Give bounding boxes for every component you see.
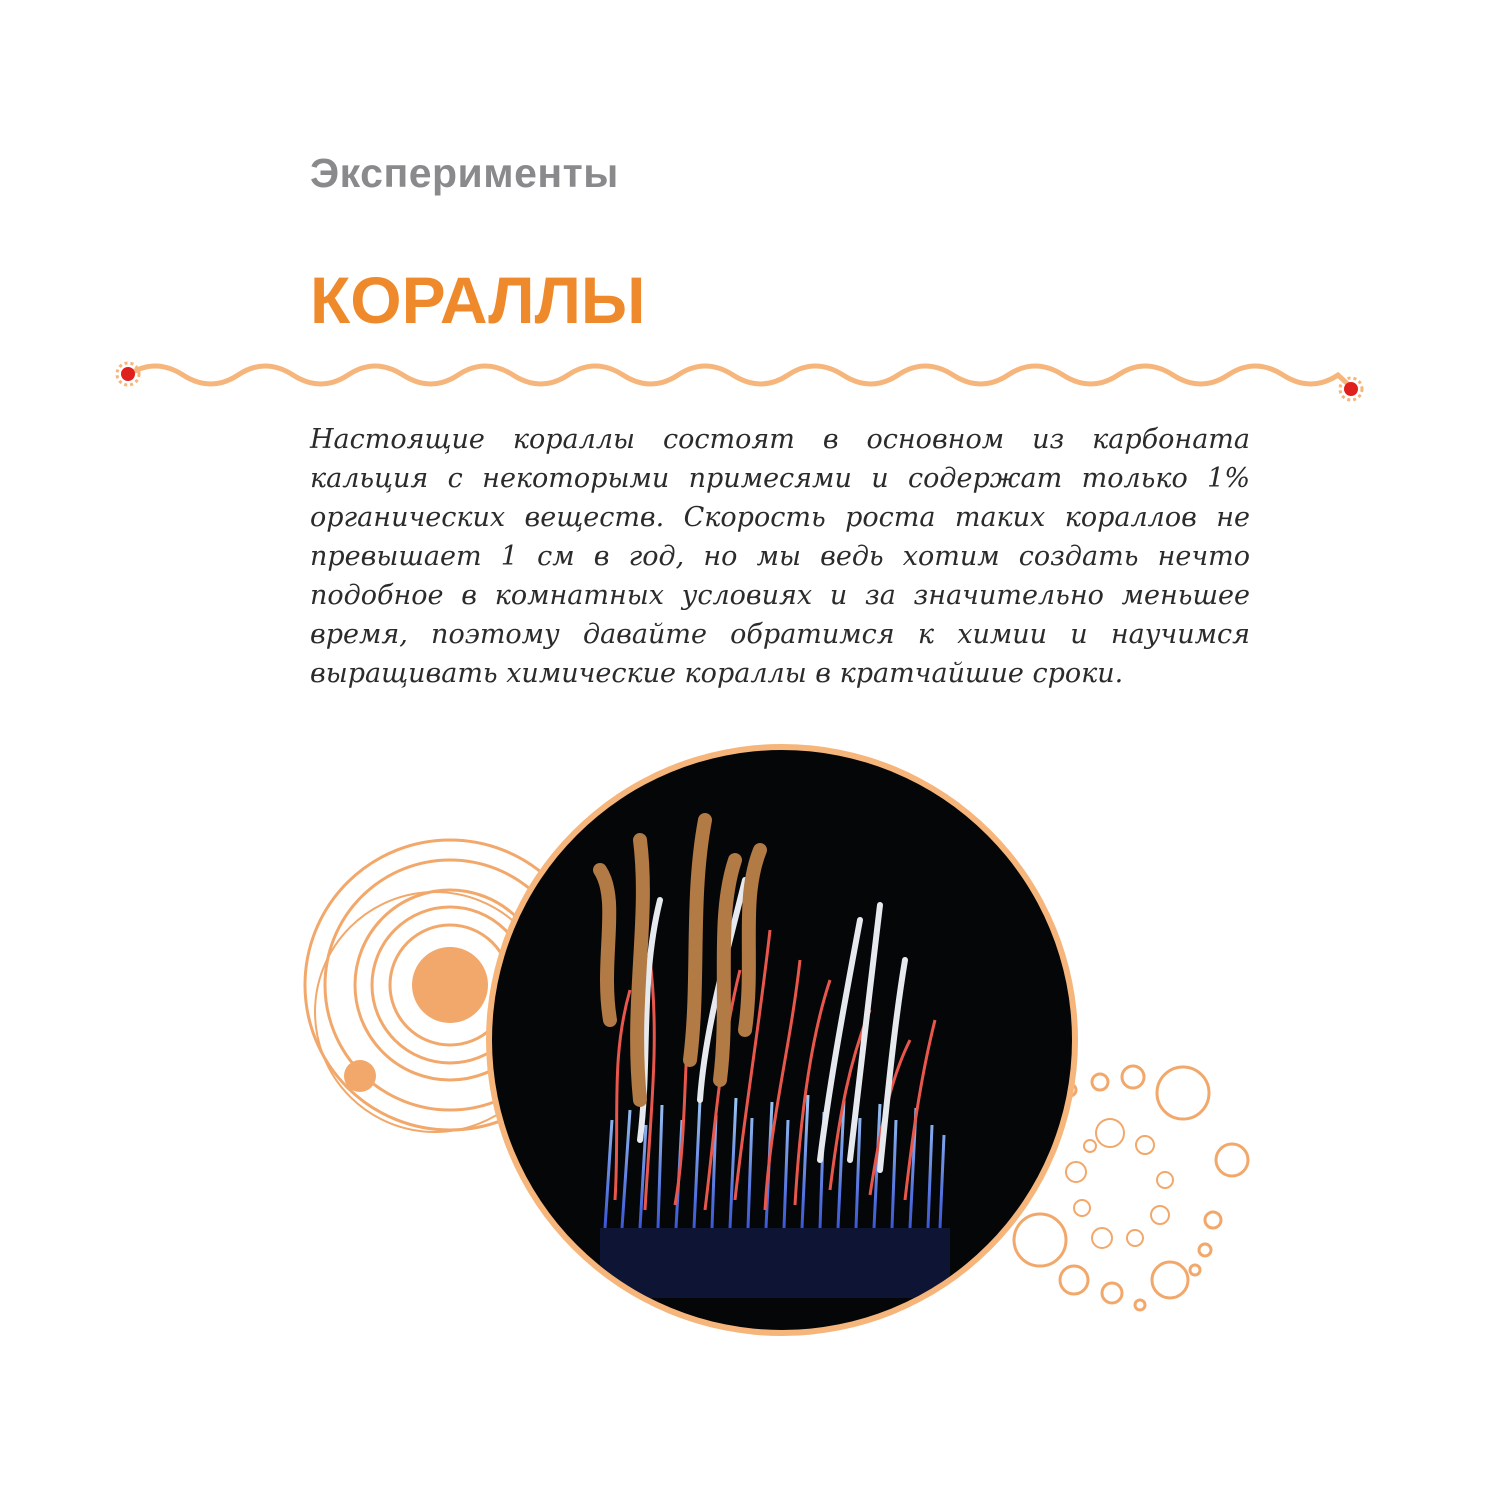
coral-reflection: [600, 1228, 950, 1298]
section-label: Эксперименты: [310, 150, 619, 196]
coral-photo: [486, 744, 1078, 1336]
orbit-center-dot: [412, 947, 488, 1023]
orbit-small-dot: [344, 1060, 376, 1092]
page-title: КОРАЛЛЫ: [310, 263, 646, 337]
intro-paragraph: Настоящие кораллы состоят в основном из карбоната кальция с некоторыми примесями и содержат только 1% органических веществ. Скорость роста таких кораллов не превышает 1 см в год, но мы ведь хотим создать нечто подобное в комнатных условиях и за значительно меньшее время, поэтому давайте обратимся к химии и научимся выращивать химические кораллы в кратчайшие сроки.: [310, 424, 1250, 689]
